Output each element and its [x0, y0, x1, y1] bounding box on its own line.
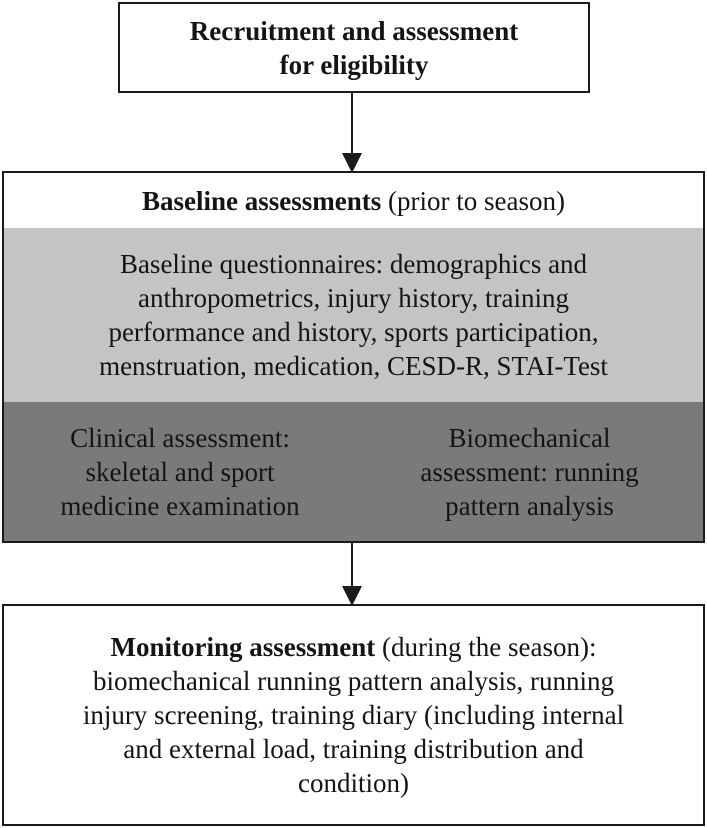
clinical-assessment: [4, 402, 358, 541]
baseline-header: [4, 173, 703, 230]
recruitment-line-2: for eligibility: [279, 49, 429, 80]
clinical-line-1: Clinical assessment:: [70, 422, 290, 453]
baseline-questionnaires: [4, 228, 703, 404]
biomechanical-line-1: Biomechanical: [448, 422, 611, 453]
monitoring-line-3: and external load, training distribution and: [123, 734, 584, 764]
questionnaires-line-1: Baseline questionnaires: demographics and: [119, 249, 588, 279]
monitoring-line-4: condition): [298, 768, 409, 798]
clinical-line-2: skeletal and sport: [85, 456, 275, 487]
clinical-line-3: medicine examination: [60, 490, 300, 521]
questionnaires-line-2: anthropometrics, injury history, training: [138, 283, 569, 313]
monitoring-box: [2, 604, 705, 826]
monitoring-title: Monitoring assessment: [110, 632, 376, 662]
questionnaires-line-4: menstruation, medication, CESD-R, STAI-Test: [99, 351, 608, 381]
recruitment-line-1: Recruitment and assessment: [189, 15, 519, 46]
monitoring-title-note: (during the season):: [375, 632, 597, 662]
baseline-title: Baseline assessments: [142, 185, 382, 216]
baseline-block: [2, 171, 705, 543]
recruitment-box: [118, 2, 590, 93]
monitoring-line-1: biomechanical running pattern analysis, running: [92, 666, 615, 696]
baseline-title-note: (prior to season): [381, 185, 565, 216]
monitoring-line-2: injury screening, training diary (including internal: [82, 700, 625, 730]
biomechanical-assessment: [356, 402, 703, 541]
biomechanical-line-3: pattern analysis: [445, 490, 614, 521]
biomechanical-line-2: assessment: running: [420, 456, 639, 487]
questionnaires-line-3: performance and history, sports participation,: [108, 317, 599, 347]
